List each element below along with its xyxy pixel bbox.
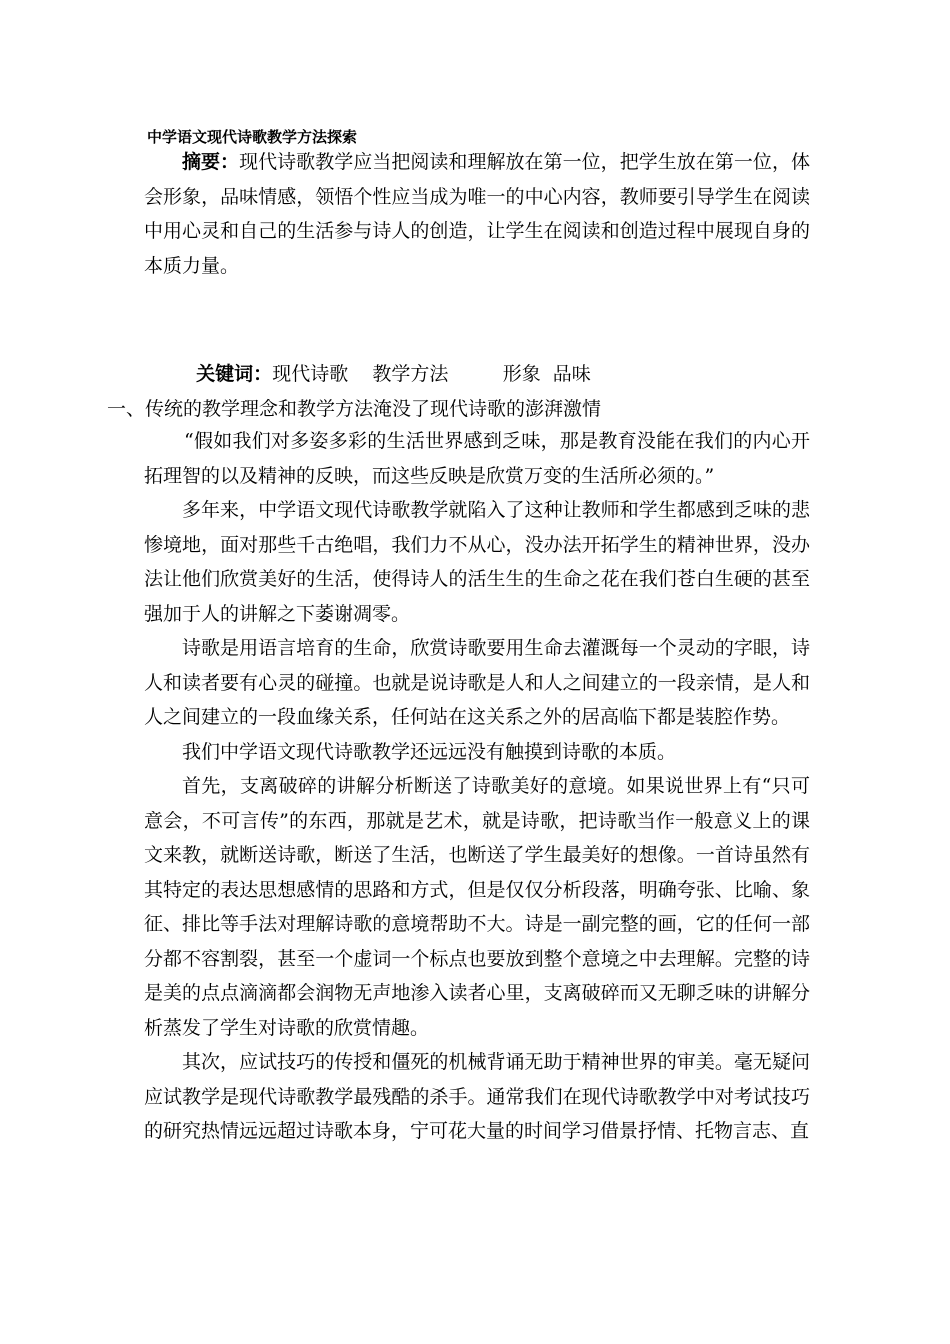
body-paragraph: 我们中学语文现代诗歌教学还远远没有触摸到诗歌的本质。 (182, 740, 677, 763)
abstract-text: 现代诗歌教学应当把阅读和理解放在第一位，把学生放在第一位，体会形象，品味情感，领悟个性应当成为唯一的中心内容，教师要引导学生在阅读中用心灵和自己的生活参与诗人的创造，让学生在阅读和创造过程中展现自身的本质力量。 (144, 151, 810, 277)
document-title: 中学语文现代诗歌教学方法探索 (147, 128, 358, 146)
body-paragraph: 诗歌是用语言培育的生命，欣赏诗歌要用生命去灌溉每一个灵动的字眼，诗人和读者要有心灵的碰撞。也就是说诗歌是人和人之间建立的一段亲情，是人和人之间建立的一段血缘关系，任何站在这关系之外的居高临下都是装腔作势。 (144, 637, 810, 728)
body-paragraph: 其次，应试技巧的传授和僵死的机械背诵无助于精神世界的审美。毫无疑问应试教学是现代诗歌教学最残酷的杀手。通常我们在现代诗歌教学中对考试技巧的研究热情远远超过诗歌本身，宁可花大量的时间学习借景抒情、托物言志、直 (144, 1051, 810, 1142)
section-body (144, 424, 810, 1149)
section-heading: 一、传统的教学理念和教学方法淹没了现代诗歌的澎湃激情 (107, 398, 602, 420)
abstract-label: 摘要： (182, 151, 240, 173)
body-paragraph: 多年来，中学语文现代诗歌教学就陷入了这种让教师和学生都感到乏味的悲惨境地，面对那些千古绝唱，我们力不从心，没办法开拓学生的精神世界，没办法让他们欣赏美好的生活，使得诗人的活生生的生命之花在我们苍白生硬的甚至强加于人的讲解之下萎谢凋零。 (144, 499, 810, 625)
abstract-paragraph (144, 145, 810, 283)
body-paragraph: 首先，支离破碎的讲解分析断送了诗歌美好的意境。如果说世界上有“只可意会，不可言传”的东西，那就是艺术，就是诗歌，把诗歌当作一般意义上的课文来教，就断送诗歌，断送了生活，也断送了学生最美好的想像。一首诗虽然有其特定的表达思想感情的思路和方式，但是仅仅分析段落，明确夸张、比喻、象征、排比等手法对理解诗歌的意境帮助不大。诗是一副完整的画，它的任何一部分都不容割裂，甚至一个虚词一个标点也要放到整个意境之中去理解。完整的诗是美的点点滴滴都会润物无声地渗入读者心里，支离破碎而又无聊乏味的讲解分析蒸发了学生对诗歌的欣赏情趣。 (144, 775, 810, 1039)
body-paragraph-quote: “假如我们对多姿多彩的生活世界感到乏味，那是教育没能在我们的内心开拓理智的以及精神的反映，而这些反映是欣赏万变的生活所必须的。” (144, 430, 810, 487)
keywords-items: 现代诗歌 教学方法 形象 品味 (272, 363, 591, 385)
keywords-label: 关键词： (196, 363, 273, 385)
